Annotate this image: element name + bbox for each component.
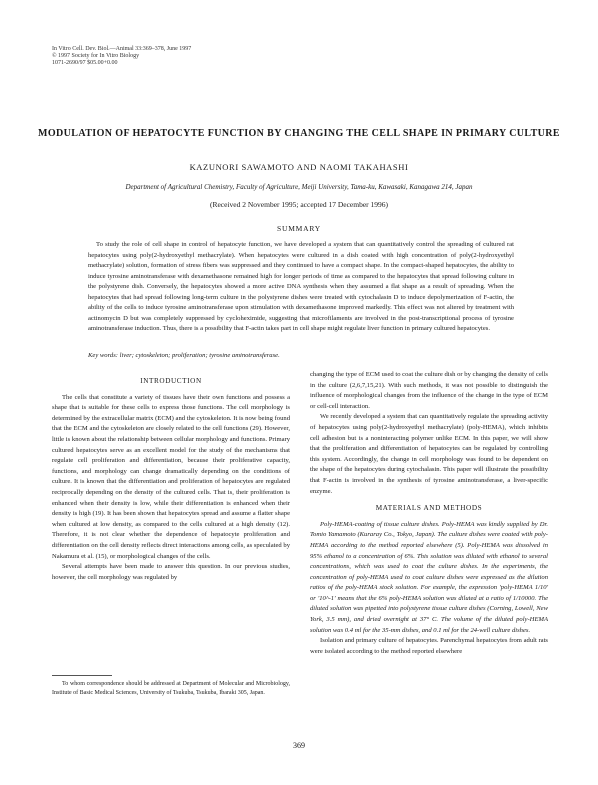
left-column — [52, 370, 290, 583]
paragraph: The cells that constitute a variety of tissues have their own functions and possess a shape that is suitable for these cells to express those functions. The cell morphology is determined by the extracellular matrix (ECM) and the cytoskeleton. It is now being found that the ECM and the cytoskeleton are closely related to the cell functions (29). However, little is known about the relationship between cellular morphology and functions. Primary cultured hepatocytes serve as an excellent model for the study of the mechanisms that regulate cell proliferation and differentiation, because their proliferative capacity, functions, and morphology can change dramatically depending on the conditions of culture. It is known that the differentiation and proliferation of hepatocytes are regulated reciprocally depending on the density of the cultured cells. That is, their proliferation is enhanced when their density is low, while their differentiation is enhanced when their density is high (19). It has been shown that hepatocytes spread and assume a flatter shape when cultured at low density, as compared to the cells cultured at a high density (12). Therefore, it is not clear whether the dependence of hepatocyte proliferation and differentiation on the cell density reflects direct interactions among cells, as speculated by Nakamura et al. (15), or morphological changes of the cells. — [52, 393, 290, 560]
paragraph: Poly-HEMA-coating of tissue culture dishes. Poly-HEMA was kindly supplied by Dr. Tomio Yamamoto (Kuraray Co., Tokyo, Japan). The culture dishes were coated with poly-HEMA according to the method reported elsewhere (5). Poly-HEMA was dissolved in 95% ethanol to a concentration of 6%. This solution was diluted with ethanol to several concentrations, which was used to coat the culture dishes. In the experiments, the concentration of poly-HEMA used to coat culture dishes were expressed as the dilution ratios of the poly-HEMA stock solution. For example, the expression 'poly-HEMA 1/10' or '10^-1' means that the 6% poly-HEMA solution was diluted at a ratio of 1/10000. The diluted solution was pipetted into polystyrene tissue culture dishes (Corning, Lowell, New York, 3.5 mm), and dried overnight at 37° C. The volume of the diluted poly-HEMA solution was 0.4 ml for the 35-mm dishes, and 0.1 ml for the 24-well culture dishes. — [310, 520, 548, 634]
journal-line: © 1997 Society for In Vitro Biology — [52, 53, 140, 60]
received-date: (Received 2 November 1995; accepted 17 December 1996) — [209, 200, 389, 209]
paragraph: Several attempts have been made to answer this question. In our previous studies, however, the cell morphology was regulated by — [52, 563, 290, 581]
article-authors: KAZUNORI SAWAMOTO AND NAOMI TAKAHASHI — [189, 162, 409, 172]
paragraph: changing the type of ECM used to coat the culture dish or by changing the density of cells in the culture (2,6,7,15,21). With such methods, it was not possible to distinguish the influence of morphological changes from the influence of the change in the type of ECM or cell-cell interaction. — [310, 371, 548, 410]
journal-line: In Vitro Cell. Dev. Biol.—Animal 33:369–378, June 1997 — [52, 46, 192, 52]
footnote-rule — [52, 675, 112, 676]
keywords: Key words: liver; cytoskeleton; proliferation; tyrosine aminotransferase. — [88, 352, 280, 359]
footnote — [52, 675, 290, 697]
methods-heading: MATERIALS AND METHODS — [375, 504, 483, 513]
journal-line: 1071-2690/97 $05.00+0.00 — [52, 60, 118, 67]
summary-text: To study the role of cell shape in control of hepatocyte function, we have developed a system that can quantitatively control the spreading of cultured rat hepatocytes using poly(2-hydroxyethyl methacrylate). When hepatocytes were cultured in a dish coated with high concentration of poly(2-hydroxyethyl methacrylate) solution, formation of stress fibers was suppressed and they continued to have a compact shape. In the compact-shaped hepatocytes, the ability to induce tyrosine aminotransferase with dexamethasone remained high for longer periods of time as compared to the hepatocytes that spread following culture in the polystyrene dish. Conversely, the hepatocytes showed a more active DNA synthesis when they assumed a flat shape as a result of spreading. When the hepatocytes that had spread following long-term culture in the polystyrene dishes were treated with cytochalasin D to induce depolymerization of F-actin, the ability of the cells to induce tyrosine aminotransferase upon stimulation with dexamethasone improved markedly. This effect was not altered by treatment with actinomycin D but was completely suppressed by cycloheximide, suggesting that microfilaments are involved in the post-transcriptional process of tyrosine aminotransferase induction. Thus, there is a possibility that F-actin takes part in cell shape might regulate liver function in primary cultured hepatocytes. — [88, 241, 514, 332]
right-column — [310, 370, 548, 657]
footnote-text: To whom correspondence should be addressed at Department of Molecular and Microbiology, Institute of Basic Medical Sciences, University of Tsukuba, Tsukuba, Ibaraki 305, Japan. — [52, 681, 290, 696]
paragraph: Isolation and primary culture of hepatocytes. Parenchymal hepatocytes from adult rats were isolated according to the method reported elsewhere — [310, 637, 548, 655]
author-affiliation: Department of Agricultural Chemistry, Faculty of Agriculture, Meiji University, Tama-ku, Kawasaki, Kanagawa 214, Japan — [125, 183, 473, 191]
summary-heading: SUMMARY — [277, 224, 321, 233]
article-title: MODULATION OF HEPATOCYTE FUNCTION BY CHANGING THE CELL SHAPE IN PRIMARY CULTURE — [38, 128, 560, 139]
paragraph: We recently developed a system that can quantitatively regulate the spreading activity of hepatocytes using poly(2-hydroxyethyl methacrylate) (poly-HEMA), which inhibits cell adhesion but is a noninteracting polymer unlike ECM. In this paper, we will show that the proliferation and differentiation of hepatocytes can be regulated by controlling this system. Accordingly, the change in cell morphology was found to be dependent on the shape of the hepatocytes during cytochalasin. This paper will illustrate the possibility that F-actin is involved in the synthesis of tyrosine aminotransferase, a liver-specific enzyme. — [310, 413, 548, 495]
page-number: 369 — [293, 741, 305, 750]
journal-citation — [52, 46, 191, 68]
introduction-heading: INTRODUCTION — [140, 377, 202, 385]
